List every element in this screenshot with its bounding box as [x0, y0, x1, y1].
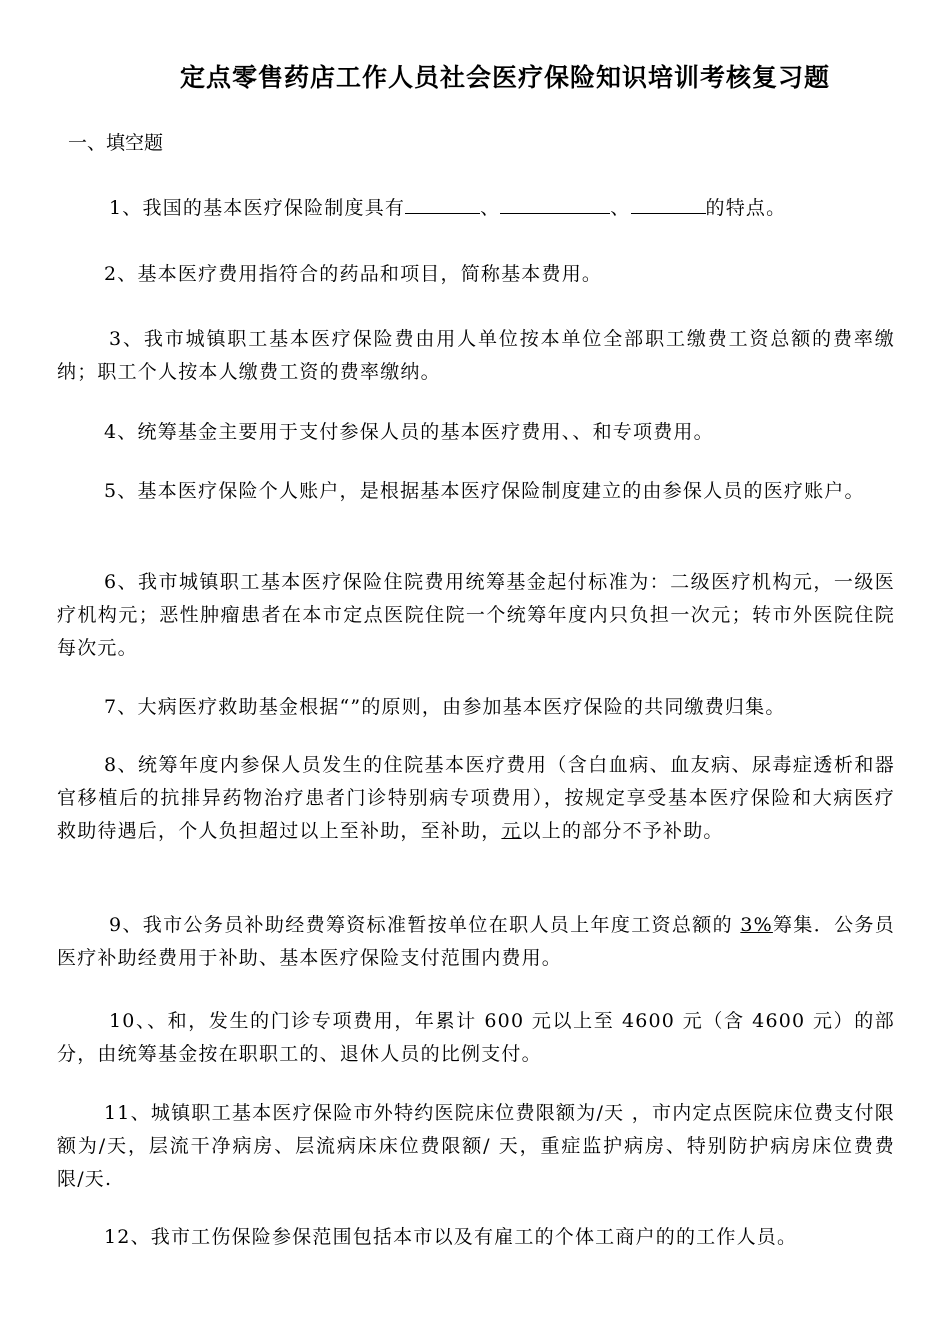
blank-field — [405, 193, 480, 214]
q9-underlined: 3% — [740, 914, 773, 936]
question-7: 7、大病医疗救助基金根据“”的原则，由参加基本医疗保险的共同缴费归集。 — [104, 696, 786, 718]
q8-tail: 以上的部分不予补助。 — [521, 820, 724, 842]
page-title: 定点零售药店工作人员社会医疗保险知识培训考核复习题 — [179, 63, 830, 92]
question-9 — [57, 909, 895, 975]
question-3: 3、我市城镇职工基本医疗保险费由用人单位按本单位全部职工缴费工资总额的费率缴纳；职工个人按本人缴费工资的费率缴纳。 — [57, 328, 895, 383]
blank-field — [631, 193, 706, 214]
question-8 — [57, 749, 895, 848]
blank-field — [500, 193, 610, 214]
q1-sep2: 、 — [610, 197, 631, 219]
question-6: 6、我市城镇职工基本医疗保险住院费用统筹基金起付标准为：二级医疗机构元，一级医疗机构元；恶性肿瘤患者在本市定点医院住院一个统筹年度内只负担一次元；转市外医院住院每次元。 — [57, 571, 895, 659]
question-4: 4、统筹基金主要用于支付参保人员的基本医疗费用、、和专项费用。 — [104, 421, 714, 443]
q9-tail: 筹集．公务员医疗补助经费用于补助、基本医疗保险支付范围内费用。 — [57, 914, 896, 969]
q8-text: 8、统筹年度内参保人员发生的住院基本医疗费用（含白血病、血友病、尿毒症透析和器官移植后的抗排异药物治疗患者门诊特别病专项费用），按规定享受基本医疗保险和大病医疗救助待遇后，个人负担超过以上至补助，至补助， — [57, 754, 895, 842]
q9-text: 9、我市公务员补助经费筹资标准暂按单位在职人员上年度工资总额的 — [109, 914, 741, 936]
q1-prefix: 1、我国的基本医疗保险制度具有 — [109, 197, 406, 219]
section-heading: 一、填空题 — [68, 132, 164, 154]
question-11: 11、城镇职工基本医疗保险市外特约医院床位费限额为/天 ，市内定点医院床位费支付限额为/天，层流干净病房、层流病床床位费限额/ 天，重症监护病房、特别防护病房床位费费限/天. — [57, 1102, 895, 1190]
question-12: 12、我市工伤保险参保范围包括本市以及有雇工的个体工商户的的工作人员。 — [104, 1226, 798, 1248]
question-10: 10、、和，发生的门诊专项费用，年累计 600 元以上至 4600 元（含 4600 元）的部分，由统筹基金按在职职工的、退休人员的比例支付。 — [57, 1010, 895, 1065]
question-5: 5、基本医疗保险个人账户，是根据基本医疗保险制度建立的由参保人员的医疗账户。 — [104, 480, 865, 502]
question-2: 2、基本医疗费用指符合的药品和项目，简称基本费用。 — [104, 263, 603, 285]
q1-suffix: 的特点。 — [705, 197, 787, 219]
q8-underlined: 元 — [501, 820, 522, 842]
question-1 — [57, 192, 895, 225]
q1-sep1: 、 — [480, 197, 501, 219]
